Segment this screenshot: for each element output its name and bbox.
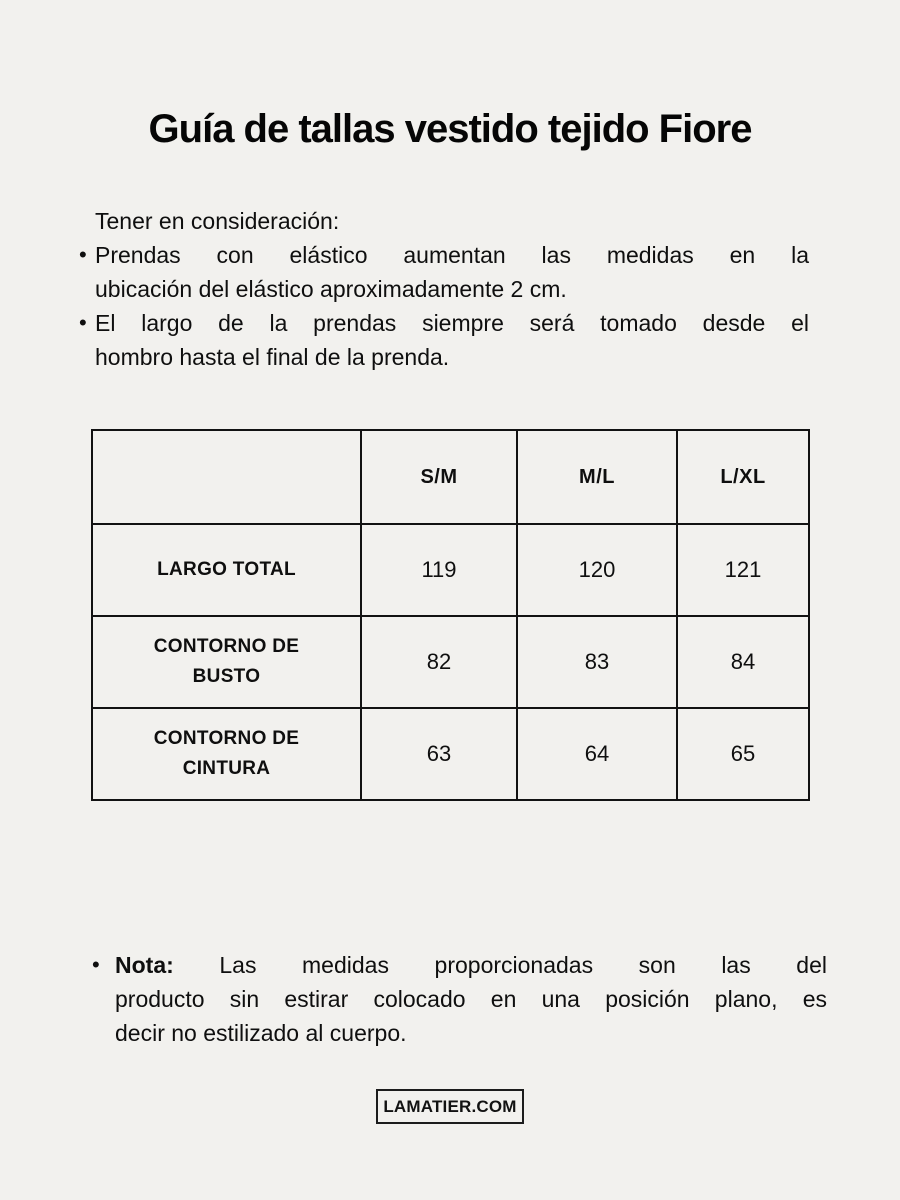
table-header-size-ml: M/L — [517, 430, 677, 524]
considerations-heading: Tener en consideración: — [95, 208, 340, 234]
list-item-text-line: hombro hasta el final de la prenda. — [95, 344, 450, 370]
table-header-size-sm: S/M — [361, 430, 517, 524]
bullet-icon: • — [79, 242, 87, 267]
note-text: Las medidas proporcionadas son las del — [219, 952, 827, 978]
row-label-cell — [92, 708, 361, 800]
row-label: CONTORNO DE CINTURA — [153, 728, 300, 779]
table-value-cell: 84 — [677, 616, 809, 708]
table-row-contorno-busto — [92, 616, 809, 708]
brand-label: LAMATIER.COM — [383, 1096, 517, 1116]
row-label: LARGO TOTAL — [157, 559, 296, 580]
note-label: Nota: — [115, 952, 174, 978]
table-value-cell: 121 — [677, 524, 809, 616]
considerations-section — [79, 204, 809, 374]
table-value-cell: 119 — [361, 524, 517, 616]
table-value-cell: 120 — [517, 524, 677, 616]
note-line — [115, 948, 827, 982]
note-line: decir no estilizado al cuerpo. — [115, 1020, 407, 1046]
brand-badge — [376, 1089, 524, 1124]
bullet-icon: • — [79, 310, 87, 335]
table-header-size-lxl: L/XL — [677, 430, 809, 524]
row-label-cell — [92, 616, 361, 708]
bullet-icon: • — [92, 952, 100, 977]
list-item-text-line: Prendas con elástico aumentan las medidas en la — [95, 242, 809, 268]
note-section — [92, 948, 827, 1050]
list-item-text-line: ubicación del elástico aproximadamente 2 cm. — [95, 276, 567, 302]
row-label: CONTORNO DE BUSTO — [153, 636, 300, 687]
list-item-length — [79, 306, 809, 374]
list-item-text-line: El largo de la prendas siempre será tomado desde el — [95, 310, 809, 336]
table-value-cell: 82 — [361, 616, 517, 708]
table-value-cell: 64 — [517, 708, 677, 800]
table-value-cell: 83 — [517, 616, 677, 708]
table-header-row — [92, 430, 809, 524]
table-value-cell: 65 — [677, 708, 809, 800]
size-table — [91, 429, 810, 801]
row-label-cell — [92, 524, 361, 616]
note-line: producto sin estirar colocado en una posición plano, es — [115, 986, 827, 1012]
table-row-largo-total — [92, 524, 809, 616]
table-row-contorno-cintura — [92, 708, 809, 800]
list-item-elastic — [79, 238, 809, 306]
page-title: Guía de tallas vestido tejido Fiore — [148, 107, 752, 151]
note-body — [92, 948, 827, 1050]
table-header-empty-cell — [92, 430, 361, 524]
table-value-cell: 63 — [361, 708, 517, 800]
